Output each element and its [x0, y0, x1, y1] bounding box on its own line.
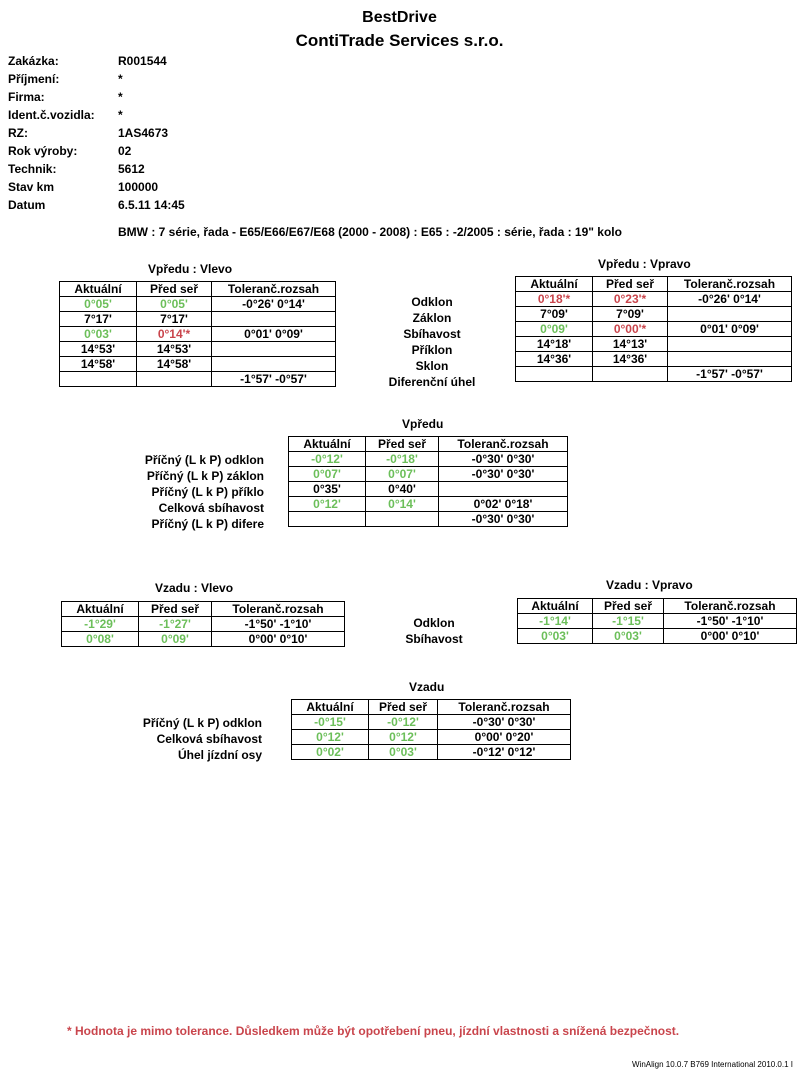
- column-header-actual: Aktuální: [292, 700, 369, 715]
- before-value: 7°09': [593, 307, 668, 322]
- table-row: [60, 372, 336, 387]
- rear-right-title: Vzadu : Vpravo: [606, 578, 693, 592]
- tolerance-range: -0°26' 0°14': [668, 292, 792, 307]
- actual-value: 14°36': [516, 352, 593, 367]
- actual-value: 0°07': [289, 467, 366, 482]
- meta-value: R001544: [118, 54, 167, 68]
- column-header-before: Před seř: [369, 700, 438, 715]
- tolerance-range: 0°01' 0°09': [668, 322, 792, 337]
- before-value: 14°58': [137, 357, 212, 372]
- actual-value: 0°12': [289, 497, 366, 512]
- table-row: [516, 292, 792, 307]
- front-row-label: Diferenční úhel: [388, 375, 476, 389]
- column-header-before: Před seř: [366, 437, 439, 452]
- tolerance-range: [212, 312, 336, 327]
- actual-value: 7°09': [516, 307, 593, 322]
- before-value: 0°03': [369, 745, 438, 760]
- column-header-before: Před seř: [137, 282, 212, 297]
- tolerance-range: 0°00' 0°10': [664, 629, 797, 644]
- column-header-actual: Aktuální: [518, 599, 593, 614]
- column-header-actual: Aktuální: [60, 282, 137, 297]
- meta-label: Ident.č.vozidla:: [8, 108, 95, 122]
- front-axle-title: Vpředu: [402, 417, 444, 431]
- meta-value: 02: [118, 144, 132, 158]
- table-row: [62, 632, 345, 647]
- front-row-label: Příklon: [411, 343, 453, 357]
- meta-value: 100000: [118, 180, 159, 194]
- table-row: [518, 614, 797, 629]
- front-left-table: [59, 281, 336, 387]
- axle-row-label: Celková sbíhavost: [156, 732, 262, 746]
- meta-label: Datum: [8, 198, 46, 212]
- actual-value: [516, 367, 593, 382]
- table-row: [289, 482, 568, 497]
- axle-row-label: Příčný (L k P) příklo: [151, 485, 264, 499]
- actual-value: 0°03': [60, 327, 137, 342]
- before-value: 7°17': [137, 312, 212, 327]
- before-value: 14°53': [137, 342, 212, 357]
- header-row: [292, 700, 571, 715]
- column-header-before: Před seř: [593, 599, 664, 614]
- table-row: [289, 497, 568, 512]
- before-value: -0°12': [369, 715, 438, 730]
- rear-axle-title: Vzadu: [409, 680, 445, 694]
- company-subsidiary: ContiTrade Services s.r.o.: [295, 31, 504, 50]
- axle-row-label: Příčný (L k P) difere: [151, 517, 264, 531]
- actual-value: 14°53': [60, 342, 137, 357]
- front-row-label: Sbíhavost: [403, 327, 461, 341]
- meta-label: Firma:: [8, 90, 45, 104]
- before-value: 0°07': [366, 467, 439, 482]
- actual-value: 0°05': [60, 297, 137, 312]
- actual-value: 0°09': [516, 322, 593, 337]
- rear-row-label: Odklon: [413, 616, 455, 630]
- front-left-title: Vpředu : Vlevo: [148, 262, 233, 276]
- tolerance-range: -0°30' 0°30': [439, 512, 568, 527]
- header-row: [289, 437, 568, 452]
- actual-value: -0°15': [292, 715, 369, 730]
- tolerance-range: [668, 337, 792, 352]
- front-row-label: Sklon: [415, 359, 449, 373]
- actual-value: 0°18'*: [516, 292, 593, 307]
- meta-label: Zakázka:: [8, 54, 59, 68]
- rear-left-title: Vzadu : Vlevo: [155, 581, 234, 595]
- table-row: [518, 629, 797, 644]
- column-header-tolerance: Toleranč.rozsah: [212, 602, 345, 617]
- column-header-tolerance: Toleranč.rozsah: [439, 437, 568, 452]
- before-value: 0°40': [366, 482, 439, 497]
- header-row: [516, 277, 792, 292]
- tolerance-range: -0°12' 0°12': [438, 745, 571, 760]
- rear-row-label: Sbíhavost: [405, 632, 463, 646]
- rear-axle-table: [291, 699, 571, 760]
- before-value: 0°14'*: [137, 327, 212, 342]
- axle-row-label: Příčný (L k P) záklon: [146, 469, 264, 483]
- tolerance-range: 0°00' 0°20': [438, 730, 571, 745]
- meta-label: Stav km: [8, 180, 55, 194]
- table-row: [60, 297, 336, 312]
- actual-value: 7°17': [60, 312, 137, 327]
- meta-value: *: [118, 90, 123, 104]
- actual-value: 0°12': [292, 730, 369, 745]
- table-row: [60, 312, 336, 327]
- tolerance-range: -0°30' 0°30': [439, 452, 568, 467]
- before-value: 14°36': [593, 352, 668, 367]
- before-value: 0°09': [139, 632, 212, 647]
- tolerance-warning: * Hodnota je mimo tolerance. Důsledkem může být opotřebení pneu, jízdní vlastnosti a snížená bezpečnost.: [67, 1024, 680, 1038]
- actual-value: -1°29': [62, 617, 139, 632]
- before-value: 0°03': [593, 629, 664, 644]
- table-row: [516, 322, 792, 337]
- tolerance-range: [668, 307, 792, 322]
- tolerance-range: [668, 352, 792, 367]
- table-row: [289, 467, 568, 482]
- software-version: WinAlign 10.0.7 B769 International 2010.0.1 I: [632, 1060, 793, 1069]
- tolerance-range: -0°30' 0°30': [438, 715, 571, 730]
- column-header-tolerance: Toleranč.rozsah: [668, 277, 792, 292]
- tolerance-range: 0°02' 0°18': [439, 497, 568, 512]
- header-row: [62, 602, 345, 617]
- before-value: 0°00'*: [593, 322, 668, 337]
- table-row: [292, 730, 571, 745]
- table-row: [516, 352, 792, 367]
- table-row: [60, 342, 336, 357]
- actual-value: 14°18': [516, 337, 593, 352]
- actual-value: 0°35': [289, 482, 366, 497]
- actual-value: 14°58': [60, 357, 137, 372]
- meta-value: 1AS4673: [118, 126, 169, 140]
- actual-value: [60, 372, 137, 387]
- table-row: [289, 512, 568, 527]
- before-value: -1°15': [593, 614, 664, 629]
- column-header-actual: Aktuální: [516, 277, 593, 292]
- header-row: [60, 282, 336, 297]
- axle-row-label: Příčný (L k P) odklon: [144, 453, 264, 467]
- axle-row-label: Příčný (L k P) odklon: [142, 716, 262, 730]
- before-value: [366, 512, 439, 527]
- before-value: 0°12': [369, 730, 438, 745]
- tolerance-range: [212, 357, 336, 372]
- meta-label: Příjmení:: [8, 72, 60, 86]
- meta-label: Rok výroby:: [8, 144, 78, 158]
- column-header-actual: Aktuální: [289, 437, 366, 452]
- meta-label: Technik:: [8, 162, 57, 176]
- tolerance-range: -0°30' 0°30': [439, 467, 568, 482]
- column-header-tolerance: Toleranč.rozsah: [212, 282, 336, 297]
- tolerance-range: -0°26' 0°14': [212, 297, 336, 312]
- meta-value: *: [118, 72, 123, 86]
- tolerance-range: -1°50' -1°10': [212, 617, 345, 632]
- actual-value: -0°12': [289, 452, 366, 467]
- column-header-tolerance: Toleranč.rozsah: [664, 599, 797, 614]
- front-right-table: [515, 276, 792, 382]
- before-value: [593, 367, 668, 382]
- table-row: [292, 715, 571, 730]
- before-value: -1°27': [139, 617, 212, 632]
- before-value: 0°05': [137, 297, 212, 312]
- table-row: [516, 337, 792, 352]
- table-row: [516, 367, 792, 382]
- actual-value: 0°02': [292, 745, 369, 760]
- meta-value: *: [118, 108, 123, 122]
- rear-right-table: [517, 598, 797, 644]
- table-row: [292, 745, 571, 760]
- actual-value: -1°14': [518, 614, 593, 629]
- table-row: [60, 327, 336, 342]
- axle-row-label: Celková sbíhavost: [158, 501, 264, 515]
- vehicle-description: BMW : 7 série, řada - E65/E66/E67/E68 (2000 - 2008) : E65 : -2/2005 : série, řada : 19" kolo: [118, 225, 622, 239]
- header-row: [518, 599, 797, 614]
- front-right-title: Vpředu : Vpravo: [598, 257, 691, 271]
- tolerance-range: -1°57' -0°57': [668, 367, 792, 382]
- before-value: [137, 372, 212, 387]
- tolerance-range: 0°01' 0°09': [212, 327, 336, 342]
- actual-value: [289, 512, 366, 527]
- tolerance-range: -1°57' -0°57': [212, 372, 336, 387]
- front-axle-table: [288, 436, 568, 527]
- before-value: 14°13': [593, 337, 668, 352]
- column-header-before: Před seř: [139, 602, 212, 617]
- table-row: [60, 357, 336, 372]
- table-row: [516, 307, 792, 322]
- before-value: 0°14': [366, 497, 439, 512]
- tolerance-range: 0°00' 0°10': [212, 632, 345, 647]
- meta-label: RZ:: [8, 126, 28, 140]
- rear-left-table: [61, 601, 345, 647]
- meta-value: 5612: [118, 162, 145, 176]
- axle-row-label: Úhel jízdní osy: [177, 748, 262, 762]
- column-header-tolerance: Toleranč.rozsah: [438, 700, 571, 715]
- table-row: [289, 452, 568, 467]
- front-row-label: Záklon: [412, 311, 452, 325]
- before-value: -0°18': [366, 452, 439, 467]
- meta-value: 6.5.11 14:45: [118, 198, 185, 212]
- before-value: 0°23'*: [593, 292, 668, 307]
- tolerance-range: [212, 342, 336, 357]
- column-header-before: Před seř: [593, 277, 668, 292]
- tolerance-range: [439, 482, 568, 497]
- actual-value: 0°03': [518, 629, 593, 644]
- table-row: [62, 617, 345, 632]
- column-header-actual: Aktuální: [62, 602, 139, 617]
- company-name: BestDrive: [362, 9, 437, 26]
- tolerance-range: -1°50' -1°10': [664, 614, 797, 629]
- actual-value: 0°08': [62, 632, 139, 647]
- front-row-label: Odklon: [411, 295, 453, 309]
